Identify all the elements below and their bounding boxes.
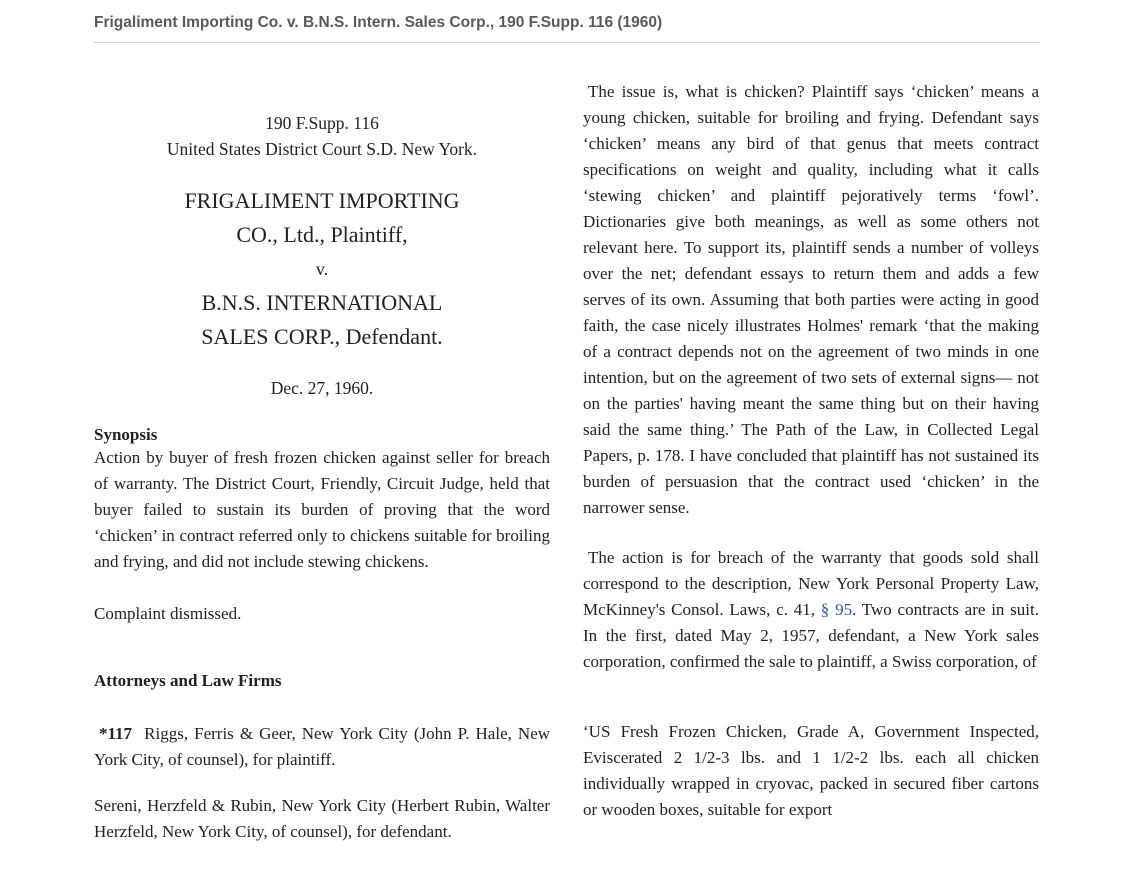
versus: v. bbox=[315, 259, 329, 279]
opinion-paragraph-1 bbox=[583, 79, 1039, 521]
document-header bbox=[94, 14, 1040, 43]
attorneys-heading: Attorneys and Law Firms bbox=[94, 671, 282, 690]
court-name: United States District Court S.D. New York. bbox=[166, 139, 478, 159]
decision-date: Dec. 27, 1960. bbox=[270, 378, 374, 398]
reporter-citation: 190 F.Supp. 116 bbox=[265, 113, 379, 133]
plaintiff-counsel-text: Riggs, Ferris & Geer, New York City (John P. Hale, New York City, of counsel), for plaintiff. bbox=[94, 724, 551, 769]
plaintiff-counsel bbox=[94, 721, 550, 773]
defendant-name-line2: SALES CORP., Defendant. bbox=[201, 324, 443, 349]
defendant-name-line1: B.N.S. INTERNATIONAL bbox=[201, 290, 443, 315]
plaintiff-name-line1: FRIGALIMENT IMPORTING bbox=[184, 188, 460, 213]
plaintiff-name-line2: CO., Ltd., Plaintiff, bbox=[236, 222, 408, 247]
defendant-counsel: Sereni, Herzfeld & Rubin, New York City (Herbert Rubin, Walter Herzfeld, New York City, of counsel), for defendant. bbox=[94, 796, 550, 841]
statute-link[interactable]: § 95 bbox=[820, 600, 853, 619]
opinion-paragraph-1-text: The issue is, what is chicken? Plaintiff says ‘chicken’ means a young chicken, suitable for broiling and frying. Defendant says ‘chicken’ means any bird of that genus that meets contract specifications on weight and quality, including what it calls ‘stewing chicken’ and plaintiff pejoratively terms ‘fowl’. Dictionaries give both meanings, as well as some others not relevant here. To support its, plaintiff sends a number of volleys over the net; defendant essays to return them and adds a few serves of its own. Assuming that both parties were acting in good faith, the case nicely illustrates Holmes' remark ‘that the making of a contract depends not on the agreement of two minds in one intention, but on the agreement of two sets of external signs— not on the parties' having meant the same thing but on their having said the same thing.’ The Path of the Law, in Collected Legal Papers, p. 178. I have concluded that plaintiff has not sustained its burden of persuasion that the contract used ‘chicken’ in the narrower sense. bbox=[583, 82, 1039, 517]
opinion-paragraph-2-text-a: The action is for breach of the warranty that goods sold shall correspond to the description, New York Personal Property Law, McKinney's Consol. Laws, c. 41, bbox=[583, 548, 1039, 619]
opinion-paragraph-2 bbox=[583, 545, 1039, 675]
left-column bbox=[94, 110, 550, 845]
contract-quote: ‘US Fresh Frozen Chicken, Grade A, Government Inspected, Eviscerated 2 1/2-3 lbs. and 1 1/2-2 lbs. each all chicken individually wrapped in cryovac, packed in secured fiber cartons or wooden boxes, suitable for export bbox=[583, 722, 1039, 819]
opinion-paragraph-2-text-b: . Two contracts are in suit. In the first, dated May 2, 1957, defendant, a New York sales corporation, confirmed the sale to plaintiff, a Swiss corporation, of bbox=[583, 600, 1039, 671]
case-citation-title: Frigaliment Importing Co. v. B.N.S. Intern. Sales Corp., 190 F.Supp. 116 (1960) bbox=[94, 14, 663, 31]
synopsis-heading: Synopsis bbox=[94, 425, 158, 444]
page-marker: *117 bbox=[99, 724, 133, 743]
disposition: Complaint dismissed. bbox=[94, 604, 242, 623]
right-column bbox=[583, 79, 1039, 823]
case-caption bbox=[94, 110, 550, 162]
synopsis-text: Action by buyer of fresh frozen chicken against seller for breach of warranty. The District Court, Friendly, Circuit Judge, held that buyer failed to sustain its burden of proving that the word ‘chicken’ in contract referred only to chickens suitable for broiling and frying, and did not include stewing chickens. bbox=[94, 448, 550, 571]
party-names bbox=[94, 184, 550, 354]
